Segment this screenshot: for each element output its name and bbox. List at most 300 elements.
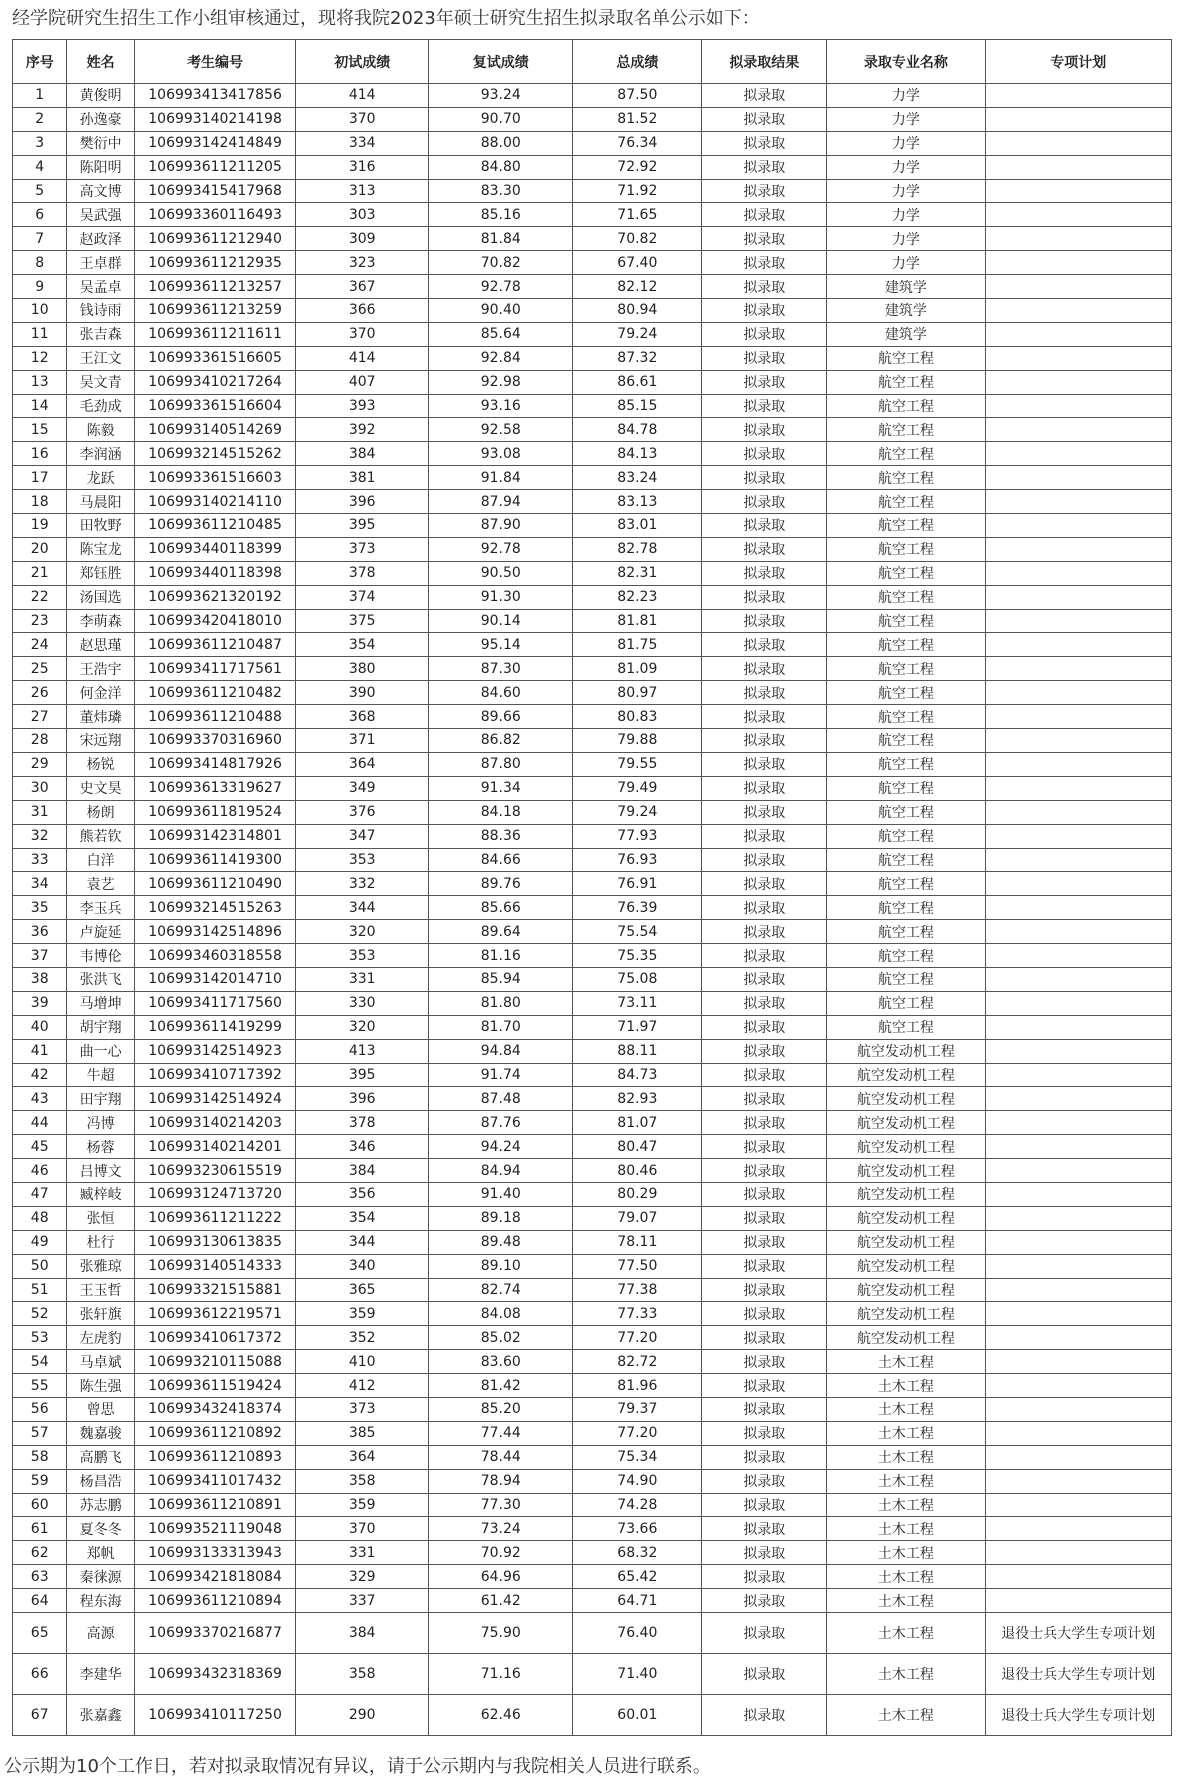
table-row: [13, 1206, 1172, 1230]
cell-admission-result: 拟录取: [702, 967, 827, 991]
cell-candidate-id: 106993142314801: [134, 824, 295, 848]
cell-index: 41: [13, 1039, 67, 1063]
cell-major: 航空工程: [827, 824, 985, 848]
cell-index: 57: [13, 1421, 67, 1445]
cell-retest-score: 91.30: [429, 585, 573, 609]
table-row: [13, 824, 1172, 848]
table-row: [13, 1111, 1172, 1135]
cell-total-score: 80.29: [573, 1182, 702, 1206]
cell-initial-score: 349: [296, 776, 429, 800]
cell-name: 田宇翔: [67, 1087, 135, 1111]
cell-index: 63: [13, 1565, 67, 1589]
cell-total-score: 72.92: [573, 155, 702, 179]
cell-initial-score: 371: [296, 729, 429, 753]
cell-index: 52: [13, 1302, 67, 1326]
cell-special-plan: [985, 394, 1171, 418]
table-row: [13, 370, 1172, 394]
cell-admission-result: 拟录取: [702, 800, 827, 824]
cell-candidate-id: 106993410717392: [134, 1063, 295, 1087]
cell-name: 赵思瑾: [67, 633, 135, 657]
cell-admission-result: 拟录取: [702, 179, 827, 203]
cell-index: 49: [13, 1230, 67, 1254]
cell-index: 20: [13, 537, 67, 561]
cell-major: 土木工程: [827, 1350, 985, 1374]
cell-name: 赵政泽: [67, 227, 135, 251]
cell-total-score: 67.40: [573, 251, 702, 275]
cell-name: 陈宝龙: [67, 537, 135, 561]
table-row: [13, 1374, 1172, 1398]
cell-retest-score: 90.70: [429, 107, 573, 131]
cell-name: 黄俊明: [67, 84, 135, 108]
cell-initial-score: 384: [296, 1159, 429, 1183]
cell-special-plan: [985, 1589, 1171, 1613]
cell-candidate-id: 106993611213259: [134, 299, 295, 323]
cell-admission-result: 拟录取: [702, 1374, 827, 1398]
cell-admission-result: 拟录取: [702, 609, 827, 633]
table-row: [13, 705, 1172, 729]
cell-initial-score: 346: [296, 1135, 429, 1159]
cell-index: 17: [13, 466, 67, 490]
cell-major: 土木工程: [827, 1695, 985, 1736]
cell-total-score: 80.46: [573, 1159, 702, 1183]
cell-total-score: 77.33: [573, 1302, 702, 1326]
cell-admission-result: 拟录取: [702, 633, 827, 657]
cell-major: 航空工程: [827, 896, 985, 920]
cell-candidate-id: 106993613319627: [134, 776, 295, 800]
cell-major: 建筑学: [827, 299, 985, 323]
cell-initial-score: 359: [296, 1493, 429, 1517]
cell-special-plan: [985, 299, 1171, 323]
cell-total-score: 68.32: [573, 1541, 702, 1565]
cell-major: 航空工程: [827, 991, 985, 1015]
cell-index: 40: [13, 1015, 67, 1039]
cell-name: 曲一心: [67, 1039, 135, 1063]
cell-initial-score: 384: [296, 442, 429, 466]
cell-initial-score: 313: [296, 179, 429, 203]
cell-total-score: 86.61: [573, 370, 702, 394]
cell-special-plan: [985, 561, 1171, 585]
cell-name: 杨锐: [67, 752, 135, 776]
cell-special-plan: [985, 1039, 1171, 1063]
cell-candidate-id: 106993611210487: [134, 633, 295, 657]
notice-footer: 公示期为10个工作日，若对拟录取情况有异议，请于公示期内与我院相关人员进行联系。: [4, 1756, 711, 1777]
cell-major: 土木工程: [827, 1517, 985, 1541]
cell-index: 39: [13, 991, 67, 1015]
cell-admission-result: 拟录取: [702, 1589, 827, 1613]
cell-retest-score: 93.08: [429, 442, 573, 466]
cell-candidate-id: 106993611819524: [134, 800, 295, 824]
cell-index: 32: [13, 824, 67, 848]
table-body: [13, 84, 1172, 1736]
cell-special-plan: [985, 1326, 1171, 1350]
cell-special-plan: [985, 514, 1171, 538]
table-row: [13, 1654, 1172, 1695]
notice-intro: 经学院研究生招生工作小组审核通过，现将我院2023年硕士研究生招生拟录取名单公示如下：: [12, 8, 760, 29]
cell-initial-score: 395: [296, 514, 429, 538]
cell-initial-score: 384: [296, 1613, 429, 1654]
cell-initial-score: 353: [296, 944, 429, 968]
cell-name: 马卓斌: [67, 1350, 135, 1374]
cell-name: 樊衍中: [67, 131, 135, 155]
cell-name: 杨蓉: [67, 1135, 135, 1159]
cell-total-score: 75.35: [573, 944, 702, 968]
cell-total-score: 82.72: [573, 1350, 702, 1374]
cell-index: 42: [13, 1063, 67, 1087]
table-row: [13, 633, 1172, 657]
cell-admission-result: 拟录取: [702, 944, 827, 968]
cell-retest-score: 89.64: [429, 920, 573, 944]
cell-retest-score: 77.44: [429, 1421, 573, 1445]
cell-admission-result: 拟录取: [702, 705, 827, 729]
cell-total-score: 71.92: [573, 179, 702, 203]
cell-special-plan: [985, 466, 1171, 490]
cell-total-score: 83.01: [573, 514, 702, 538]
cell-index: 5: [13, 179, 67, 203]
table-row: [13, 1063, 1172, 1087]
cell-total-score: 81.09: [573, 657, 702, 681]
cell-admission-result: 拟录取: [702, 872, 827, 896]
cell-name: 张轩旗: [67, 1302, 135, 1326]
cell-index: 56: [13, 1397, 67, 1421]
cell-major: 力学: [827, 84, 985, 108]
cell-special-plan: [985, 752, 1171, 776]
cell-admission-result: 拟录取: [702, 585, 827, 609]
cell-special-plan: [985, 537, 1171, 561]
cell-special-plan: [985, 84, 1171, 108]
cell-initial-score: 380: [296, 657, 429, 681]
cell-major: 航空工程: [827, 394, 985, 418]
cell-index: 22: [13, 585, 67, 609]
cell-candidate-id: 106993611210894: [134, 1589, 295, 1613]
cell-total-score: 73.11: [573, 991, 702, 1015]
cell-retest-score: 81.42: [429, 1374, 573, 1398]
cell-index: 24: [13, 633, 67, 657]
cell-admission-result: 拟录取: [702, 681, 827, 705]
cell-total-score: 85.15: [573, 394, 702, 418]
cell-major: 航空工程: [827, 967, 985, 991]
cell-total-score: 83.13: [573, 490, 702, 514]
cell-special-plan: [985, 107, 1171, 131]
cell-initial-score: 354: [296, 1206, 429, 1230]
cell-index: 15: [13, 418, 67, 442]
cell-retest-score: 81.84: [429, 227, 573, 251]
cell-major: 航空工程: [827, 466, 985, 490]
cell-name: 曾思: [67, 1397, 135, 1421]
cell-special-plan: [985, 991, 1171, 1015]
cell-name: 陈毅: [67, 418, 135, 442]
cell-retest-score: 85.66: [429, 896, 573, 920]
cell-total-score: 81.96: [573, 1374, 702, 1398]
cell-major: 力学: [827, 251, 985, 275]
cell-candidate-id: 106993410217264: [134, 370, 295, 394]
cell-retest-score: 94.84: [429, 1039, 573, 1063]
table-row: [13, 322, 1172, 346]
table-row: [13, 466, 1172, 490]
table-row: [13, 681, 1172, 705]
cell-major: 航空发动机工程: [827, 1039, 985, 1063]
cell-retest-score: 85.02: [429, 1326, 573, 1350]
cell-retest-score: 92.58: [429, 418, 573, 442]
cell-major: 航空发动机工程: [827, 1254, 985, 1278]
cell-index: 23: [13, 609, 67, 633]
cell-total-score: 79.24: [573, 322, 702, 346]
cell-special-plan: [985, 346, 1171, 370]
cell-total-score: 79.55: [573, 752, 702, 776]
cell-special-plan: 退役士兵大学生专项计划: [985, 1613, 1171, 1654]
cell-index: 60: [13, 1493, 67, 1517]
cell-name: 张雅琼: [67, 1254, 135, 1278]
cell-total-score: 80.83: [573, 705, 702, 729]
cell-index: 31: [13, 800, 67, 824]
cell-total-score: 76.34: [573, 131, 702, 155]
cell-name: 左虎豹: [67, 1326, 135, 1350]
cell-candidate-id: 106993432418374: [134, 1397, 295, 1421]
cell-initial-score: 323: [296, 251, 429, 275]
cell-candidate-id: 106993421818084: [134, 1565, 295, 1589]
cell-special-plan: [985, 1087, 1171, 1111]
cell-name: 程东海: [67, 1589, 135, 1613]
table-row: [13, 609, 1172, 633]
table-row: [13, 490, 1172, 514]
cell-candidate-id: 106993410117250: [134, 1695, 295, 1736]
cell-admission-result: 拟录取: [702, 752, 827, 776]
cell-initial-score: 354: [296, 633, 429, 657]
table-row: [13, 967, 1172, 991]
cell-index: 16: [13, 442, 67, 466]
cell-index: 19: [13, 514, 67, 538]
cell-major: 航空发动机工程: [827, 1182, 985, 1206]
cell-name: 王玉哲: [67, 1278, 135, 1302]
cell-name: 白洋: [67, 848, 135, 872]
cell-name: 卢旋延: [67, 920, 135, 944]
cell-initial-score: 373: [296, 537, 429, 561]
cell-special-plan: [985, 1206, 1171, 1230]
cell-retest-score: 81.16: [429, 944, 573, 968]
cell-major: 航空工程: [827, 585, 985, 609]
cell-candidate-id: 106993413417856: [134, 84, 295, 108]
cell-candidate-id: 106993140514269: [134, 418, 295, 442]
cell-initial-score: 353: [296, 848, 429, 872]
cell-name: 郑帆: [67, 1541, 135, 1565]
cell-total-score: 76.93: [573, 848, 702, 872]
cell-initial-score: 390: [296, 681, 429, 705]
cell-initial-score: 385: [296, 1421, 429, 1445]
cell-major: 土木工程: [827, 1565, 985, 1589]
cell-retest-score: 88.00: [429, 131, 573, 155]
cell-candidate-id: 106993611210482: [134, 681, 295, 705]
cell-major: 土木工程: [827, 1469, 985, 1493]
cell-admission-result: 拟录取: [702, 203, 827, 227]
cell-major: 航空工程: [827, 776, 985, 800]
col-header-major: 录取专业名称: [827, 40, 985, 84]
cell-initial-score: 378: [296, 1111, 429, 1135]
cell-admission-result: 拟录取: [702, 131, 827, 155]
cell-admission-result: 拟录取: [702, 1654, 827, 1695]
cell-initial-score: 303: [296, 203, 429, 227]
col-header-total-score: 总成绩: [573, 40, 702, 84]
cell-admission-result: 拟录取: [702, 1302, 827, 1326]
cell-candidate-id: 106993411717561: [134, 657, 295, 681]
cell-retest-score: 83.60: [429, 1350, 573, 1374]
cell-admission-result: 拟录取: [702, 1278, 827, 1302]
cell-admission-result: 拟录取: [702, 251, 827, 275]
cell-major: 土木工程: [827, 1589, 985, 1613]
cell-index: 55: [13, 1374, 67, 1398]
cell-candidate-id: 106993611210488: [134, 705, 295, 729]
cell-index: 65: [13, 1613, 67, 1654]
cell-index: 26: [13, 681, 67, 705]
cell-index: 25: [13, 657, 67, 681]
cell-retest-score: 78.94: [429, 1469, 573, 1493]
cell-index: 8: [13, 251, 67, 275]
table-row: [13, 1541, 1172, 1565]
cell-initial-score: 347: [296, 824, 429, 848]
cell-retest-score: 81.70: [429, 1015, 573, 1039]
cell-initial-score: 410: [296, 1350, 429, 1374]
cell-initial-score: 359: [296, 1302, 429, 1326]
cell-name: 杜行: [67, 1230, 135, 1254]
cell-name: 董炜璘: [67, 705, 135, 729]
table-row: [13, 585, 1172, 609]
table-row: [13, 514, 1172, 538]
cell-initial-score: 356: [296, 1182, 429, 1206]
cell-candidate-id: 106993611212940: [134, 227, 295, 251]
cell-index: 59: [13, 1469, 67, 1493]
cell-special-plan: [985, 1469, 1171, 1493]
cell-admission-result: 拟录取: [702, 537, 827, 561]
cell-major: 力学: [827, 227, 985, 251]
cell-total-score: 73.66: [573, 1517, 702, 1541]
cell-special-plan: [985, 800, 1171, 824]
cell-index: 28: [13, 729, 67, 753]
cell-special-plan: [985, 251, 1171, 275]
cell-admission-result: 拟录取: [702, 1039, 827, 1063]
table-row: [13, 203, 1172, 227]
col-header-name: 姓名: [67, 40, 135, 84]
table-row: [13, 1695, 1172, 1736]
col-header-initial-score: 初试成绩: [296, 40, 429, 84]
cell-initial-score: 364: [296, 1445, 429, 1469]
cell-admission-result: 拟录取: [702, 1087, 827, 1111]
cell-admission-result: 拟录取: [702, 1254, 827, 1278]
cell-major: 航空工程: [827, 609, 985, 633]
cell-index: 64: [13, 1589, 67, 1613]
cell-index: 2: [13, 107, 67, 131]
cell-major: 土木工程: [827, 1493, 985, 1517]
cell-candidate-id: 106993361516604: [134, 394, 295, 418]
cell-total-score: 75.34: [573, 1445, 702, 1469]
cell-name: 张洪飞: [67, 967, 135, 991]
cell-admission-result: 拟录取: [702, 1469, 827, 1493]
cell-total-score: 80.47: [573, 1135, 702, 1159]
cell-candidate-id: 106993321515881: [134, 1278, 295, 1302]
cell-name: 高源: [67, 1613, 135, 1654]
cell-index: 50: [13, 1254, 67, 1278]
cell-candidate-id: 106993611211222: [134, 1206, 295, 1230]
cell-special-plan: [985, 896, 1171, 920]
cell-retest-score: 84.94: [429, 1159, 573, 1183]
cell-special-plan: [985, 872, 1171, 896]
cell-major: 航空发动机工程: [827, 1206, 985, 1230]
cell-retest-score: 70.92: [429, 1541, 573, 1565]
cell-candidate-id: 106993140214203: [134, 1111, 295, 1135]
cell-admission-result: 拟录取: [702, 1517, 827, 1541]
cell-candidate-id: 106993612219571: [134, 1302, 295, 1326]
cell-name: 张恒: [67, 1206, 135, 1230]
table-row: [13, 1087, 1172, 1111]
cell-special-plan: [985, 729, 1171, 753]
table-row: [13, 896, 1172, 920]
cell-special-plan: [985, 1517, 1171, 1541]
cell-admission-result: 拟录取: [702, 1230, 827, 1254]
cell-name: 王浩宇: [67, 657, 135, 681]
cell-total-score: 79.88: [573, 729, 702, 753]
cell-index: 9: [13, 275, 67, 299]
cell-major: 航空工程: [827, 848, 985, 872]
cell-major: 航空发动机工程: [827, 1087, 985, 1111]
cell-index: 38: [13, 967, 67, 991]
cell-index: 3: [13, 131, 67, 155]
cell-admission-result: 拟录取: [702, 1350, 827, 1374]
cell-special-plan: [985, 1302, 1171, 1326]
cell-index: 27: [13, 705, 67, 729]
cell-candidate-id: 106993230615519: [134, 1159, 295, 1183]
cell-major: 土木工程: [827, 1541, 985, 1565]
cell-special-plan: [985, 967, 1171, 991]
cell-index: 4: [13, 155, 67, 179]
cell-special-plan: [985, 322, 1171, 346]
cell-initial-score: 396: [296, 1087, 429, 1111]
cell-major: 航空工程: [827, 920, 985, 944]
table-row: [13, 800, 1172, 824]
cell-major: 航空工程: [827, 657, 985, 681]
cell-index: 61: [13, 1517, 67, 1541]
cell-candidate-id: 106993521119048: [134, 1517, 295, 1541]
cell-index: 34: [13, 872, 67, 896]
cell-retest-score: 89.76: [429, 872, 573, 896]
cell-retest-score: 87.90: [429, 514, 573, 538]
cell-retest-score: 83.30: [429, 179, 573, 203]
col-header-candidate-id: 考生编号: [134, 40, 295, 84]
cell-retest-score: 90.50: [429, 561, 573, 585]
table-row: [13, 442, 1172, 466]
cell-index: 21: [13, 561, 67, 585]
cell-total-score: 76.91: [573, 872, 702, 896]
cell-retest-score: 93.16: [429, 394, 573, 418]
cell-special-plan: [985, 1350, 1171, 1374]
cell-major: 力学: [827, 203, 985, 227]
cell-candidate-id: 106993611211611: [134, 322, 295, 346]
cell-major: 航空工程: [827, 752, 985, 776]
cell-retest-score: 62.46: [429, 1695, 573, 1736]
cell-admission-result: 拟录取: [702, 442, 827, 466]
cell-total-score: 70.82: [573, 227, 702, 251]
cell-name: 胡宇翔: [67, 1015, 135, 1039]
cell-candidate-id: 106993611211205: [134, 155, 295, 179]
cell-special-plan: [985, 1063, 1171, 1087]
table-row: [13, 394, 1172, 418]
cell-admission-result: 拟录取: [702, 466, 827, 490]
table-row: [13, 1302, 1172, 1326]
cell-retest-score: 85.64: [429, 322, 573, 346]
cell-name: 夏冬冬: [67, 1517, 135, 1541]
cell-major: 土木工程: [827, 1654, 985, 1695]
cell-initial-score: 367: [296, 275, 429, 299]
cell-index: 30: [13, 776, 67, 800]
cell-name: 吕博文: [67, 1159, 135, 1183]
cell-name: 陈生强: [67, 1374, 135, 1398]
cell-candidate-id: 106993420418010: [134, 609, 295, 633]
